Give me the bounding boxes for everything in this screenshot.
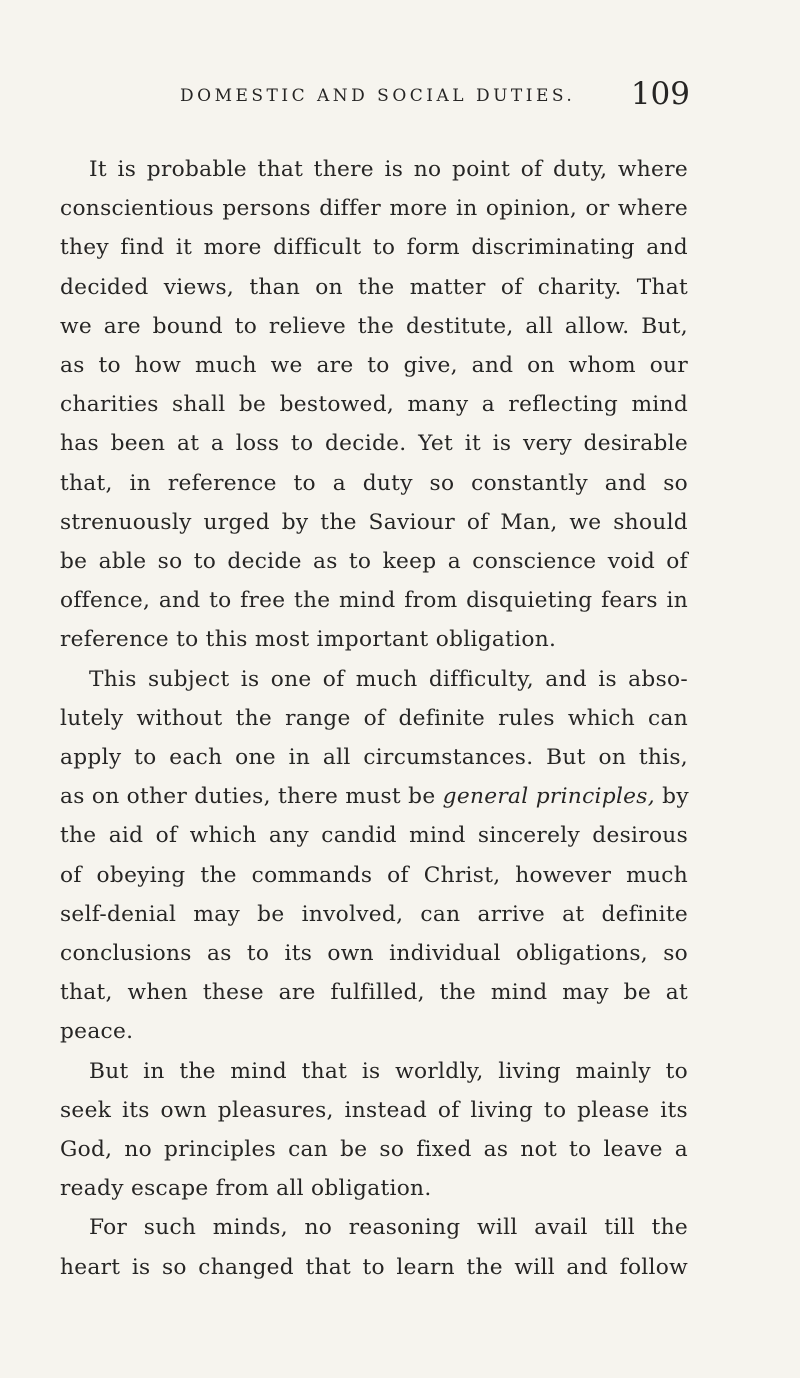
text-fragment: as on other duties, there must be [60,784,443,810]
text-line: as to how much we are to give, and on whom our [60,353,688,379]
text-line: offence, and to free the mind from disquieting fears in [60,588,688,614]
text-line: of obeying the commands of Christ, however much [60,862,688,888]
text-line: that, in reference to a duty so constantly and so [60,470,688,496]
text-line: lutely without the range of definite rules which can [60,705,688,731]
running-head-title: DOMESTIC AND SOCIAL DUTIES. [180,86,576,106]
text-line: charities shall be bestowed, many a reflecting mind [60,392,688,418]
text-line: self-denial may be involved, can arrive at definite [60,901,688,927]
text-line: reference to this most important obligation. [60,627,557,653]
text-fragment: by [654,784,689,810]
text-line: has been at a loss to decide. Yet it is very desirable [60,431,688,457]
paragraph-general-principles [60,660,688,1052]
text-line: seek its own pleasures, instead of living to please its [60,1097,688,1123]
running-head [60,76,690,124]
text-line: be able so to decide as to keep a conscience void of [60,549,688,575]
text-line: conclusions as to its own individual obligations, so [60,941,688,967]
text-line: strenuously urged by the Saviour of Man, we should [60,509,688,535]
page-number: 109 [630,76,690,112]
text-line: conscientious persons differ more in opinion, or where [60,196,688,222]
text-line: God, no principles can be so fixed as not to leave a [60,1137,688,1163]
paragraph-such-minds [60,1208,688,1286]
paragraph-charity-intro [60,150,688,660]
text-line: For such minds, no reasoning will avail till the [89,1215,688,1241]
text-line: This subject is one of much difficulty, and is abso- [89,666,688,692]
text-line: the aid of which any candid mind sincerely desirous [60,823,688,849]
text-line: we are bound to relieve the destitute, all allow. But, [60,313,688,339]
text-line: ready escape from all obligation. [60,1176,432,1202]
text-line: It is probable that there is no point of duty, where [89,157,688,182]
body-text [60,150,688,1287]
text-line: heart is so changed that to learn the will and follow [60,1254,688,1280]
text-line: But in the mind that is worldly, living mainly to [89,1058,688,1084]
italic-phrase: general principles, [442,784,655,810]
text-line: apply to each one in all circumstances. But on this, [60,745,688,771]
text-line: decided views, than on the matter of charity. That [60,274,688,300]
text-line: that, when these are fulfilled, the mind may be at [60,980,688,1006]
text-line: they find it more difficult to form discriminating and [60,235,688,261]
text-line-with-italic [60,777,688,816]
text-line: peace. [60,1019,134,1045]
paragraph-worldly-mind [60,1052,688,1209]
